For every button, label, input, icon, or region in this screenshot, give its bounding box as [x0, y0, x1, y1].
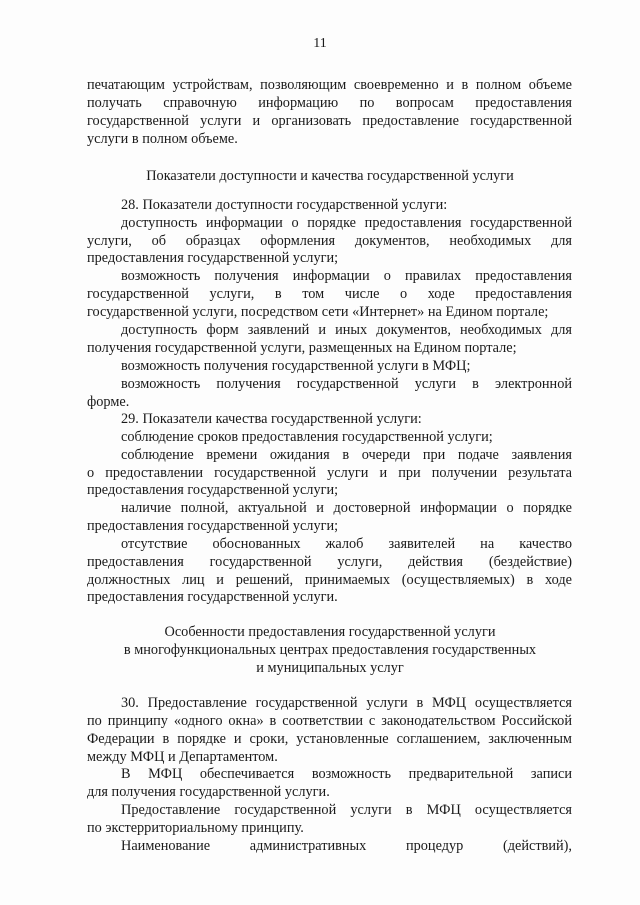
page-number: 11	[313, 36, 327, 51]
paragraph-line: по экстерриториальному принципу.	[87, 820, 304, 836]
section-heading-mfc-line-3: и муниципальных услуг	[256, 660, 404, 676]
paragraph-line: услуги в полном объеме.	[87, 131, 238, 147]
paragraph-line: получения государственной услуги, размещенных на Едином портале;	[87, 340, 517, 356]
paragraph-line: соблюдение сроков предоставления государственной услуги;	[121, 429, 493, 445]
item-28-title: 28. Показатели доступности государственной услуги:	[121, 197, 448, 213]
paragraph-line: В МФЦ обеспечивается возможность предварительной записи	[121, 766, 572, 782]
paragraph-line: предоставления государственной услуги.	[87, 589, 338, 605]
item-30-title: 30. Предоставление государственной услуги в МФЦ осуществляется	[121, 695, 572, 711]
paragraph-line: предоставления государственной услуги;	[87, 518, 339, 534]
paragraph-line: по принципу «одного окна» в соответствии с законодательством Российской	[87, 713, 572, 729]
paragraph-line: Наименование административных процедур (действий),	[121, 838, 572, 854]
paragraph-line: отсутствие обоснованных жалоб заявителей на качество	[121, 536, 572, 552]
paragraph-line: предоставления государственной услуги, действия (бездействие)	[87, 554, 572, 570]
paragraph-line: Федерации в порядке и сроки, установленные соглашением, заключенным	[87, 731, 572, 747]
paragraph-line: предоставления государственной услуги;	[87, 482, 339, 498]
paragraph-line: должностных лиц и решений, принимаемых (осуществляемых) в ходе	[87, 572, 572, 588]
paragraph-line: о предоставлении государственной услуги и при получении результата	[87, 465, 572, 481]
paragraph-line: государственной услуги и организовать предоставление государственной	[87, 113, 572, 129]
paragraph-line: печатающим устройствам, позволяющим своевременно и в полном объеме	[87, 77, 572, 93]
paragraph-line: между МФЦ и Департаментом.	[87, 749, 278, 765]
paragraph-line: государственной услуги, посредством сети «Интернет» на Едином портале;	[87, 304, 549, 320]
paragraph-line: услуги, об образцах оформления документов, необходимых для	[87, 233, 572, 249]
paragraph-line: доступность информации о порядке предоставления государственной	[121, 215, 572, 231]
paragraph-line: соблюдение времени ожидания в очереди при подаче заявления	[121, 447, 572, 463]
paragraph-line: наличие полной, актуальной и достоверной информации о порядке	[121, 500, 572, 516]
paragraph-line: получать справочную информацию по вопросам предоставления	[87, 95, 572, 111]
paragraph-line: предоставления государственной услуги;	[87, 250, 339, 266]
section-heading-mfc-line-2: в многофункциональных центрах предоставления государственных	[123, 642, 537, 658]
item-29-title: 29. Показатели качества государственной услуги:	[121, 411, 422, 427]
paragraph-line: Предоставление государственной услуги в МФЦ осуществляется	[121, 802, 572, 818]
paragraph-line: государственной услуги, в том числе о ходе предоставления	[87, 286, 572, 302]
paragraph-line: форме.	[87, 394, 130, 410]
section-heading: Показатели доступности и качества государственной услуги	[146, 168, 514, 184]
paragraph-line: для получения государственной услуги.	[87, 784, 330, 800]
section-heading-mfc-line-1: Особенности предоставления государственной услуги	[164, 624, 496, 640]
paragraph-line: возможность получения государственной услуги в электронной	[121, 376, 572, 392]
paragraph-line: доступность форм заявлений и иных документов, необходимых для	[121, 322, 572, 338]
paragraph-line: возможность получения информации о правилах предоставления	[121, 268, 572, 284]
paragraph-line: возможность получения государственной услуги в МФЦ;	[121, 358, 471, 374]
